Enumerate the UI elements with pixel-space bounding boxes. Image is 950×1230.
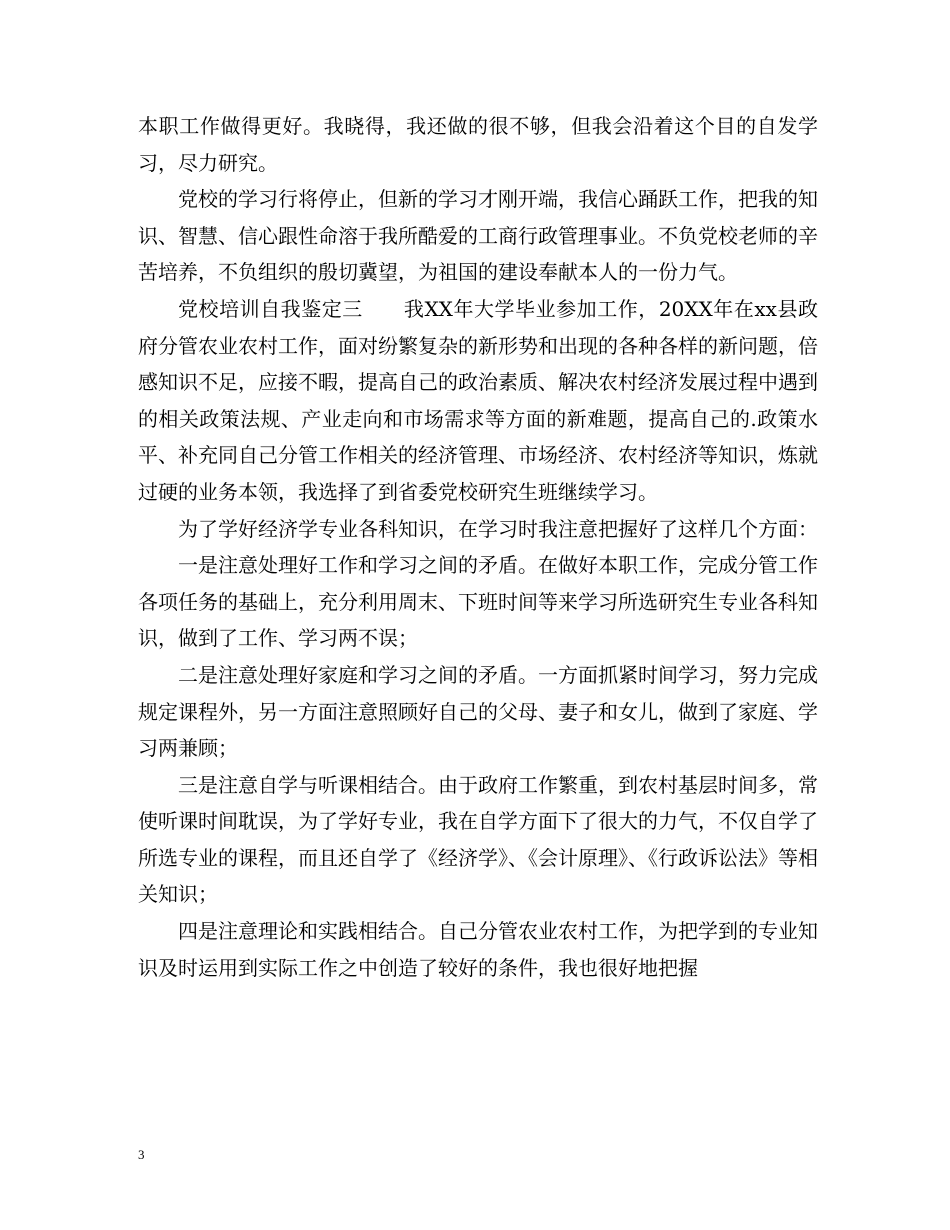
document-body — [138, 108, 818, 986]
paragraph-4: 为了学好经济学专业各科知识，在学习时我注意把握好了这样几个方面： — [178, 516, 818, 541]
paragraph-8: 四是注意理论和实践相结合。自己分管农业农村工作，为把学到的专业知识及时运用到实际工作之中创造了较好的条件，我也很好地把握 — [138, 919, 818, 980]
paragraph-3: 党校培训自我鉴定三 我XX年大学毕业参加工作，20XX年在xx县政府分管农业农村工作，面对纷繁复杂的新形势和出现的各种各样的新问题，倍感知识不足，应接不暇，提高自己的政治素质、解决农村经济发展过程中遇到的相关政策法规、产业走向和市场需求等方面的新难题，提高自己的.政策水平、补充同自己分管工作相关的经济管理、市场经济、农村经济等知识，炼就过硬的业务本领，我选择了到省委党校研究生班继续学习。 — [138, 296, 818, 504]
page-number: 3 — [138, 1147, 145, 1162]
paragraph-2: 党校的学习行将停止，但新的学习才刚开端，我信心踊跃工作，把我的知识、智慧、信心跟性命溶于我所酷爱的工商行政管理事业。不负党校老师的辛苦培养，不负组织的殷切冀望，为祖国的建设奉献本人的一份力气。 — [138, 187, 818, 285]
paragraph-7: 三是注意自学与听课相结合。由于政府工作繁重，到农村基层时间多，常使听课时间耽误，为了学好专业，我在自学方面下了很大的力气，不仅自学了所选专业的课程，而且还自学了《经济学》、《会计原理》、《行政诉讼法》等相关知识； — [138, 772, 818, 907]
paragraph-6: 二是注意处理好家庭和学习之间的矛盾。一方面抓紧时间学习，努力完成规定课程外，另一方面注意照顾好自己的父母、妻子和女儿，做到了家庭、学习两兼顾； — [138, 662, 818, 761]
paragraph-1: 本职工作做得更好。我晓得，我还做的很不够，但我会沿着这个目的自发学习，尽力研究。 — [138, 114, 818, 175]
paragraph-5: 一是注意处理好工作和学习之间的矛盾。在做好本职工作，完成分管工作各项任务的基础上，充分利用周末、下班时间等来学习所选研究生专业各科知识，做到了工作、学习两不误； — [138, 553, 818, 651]
